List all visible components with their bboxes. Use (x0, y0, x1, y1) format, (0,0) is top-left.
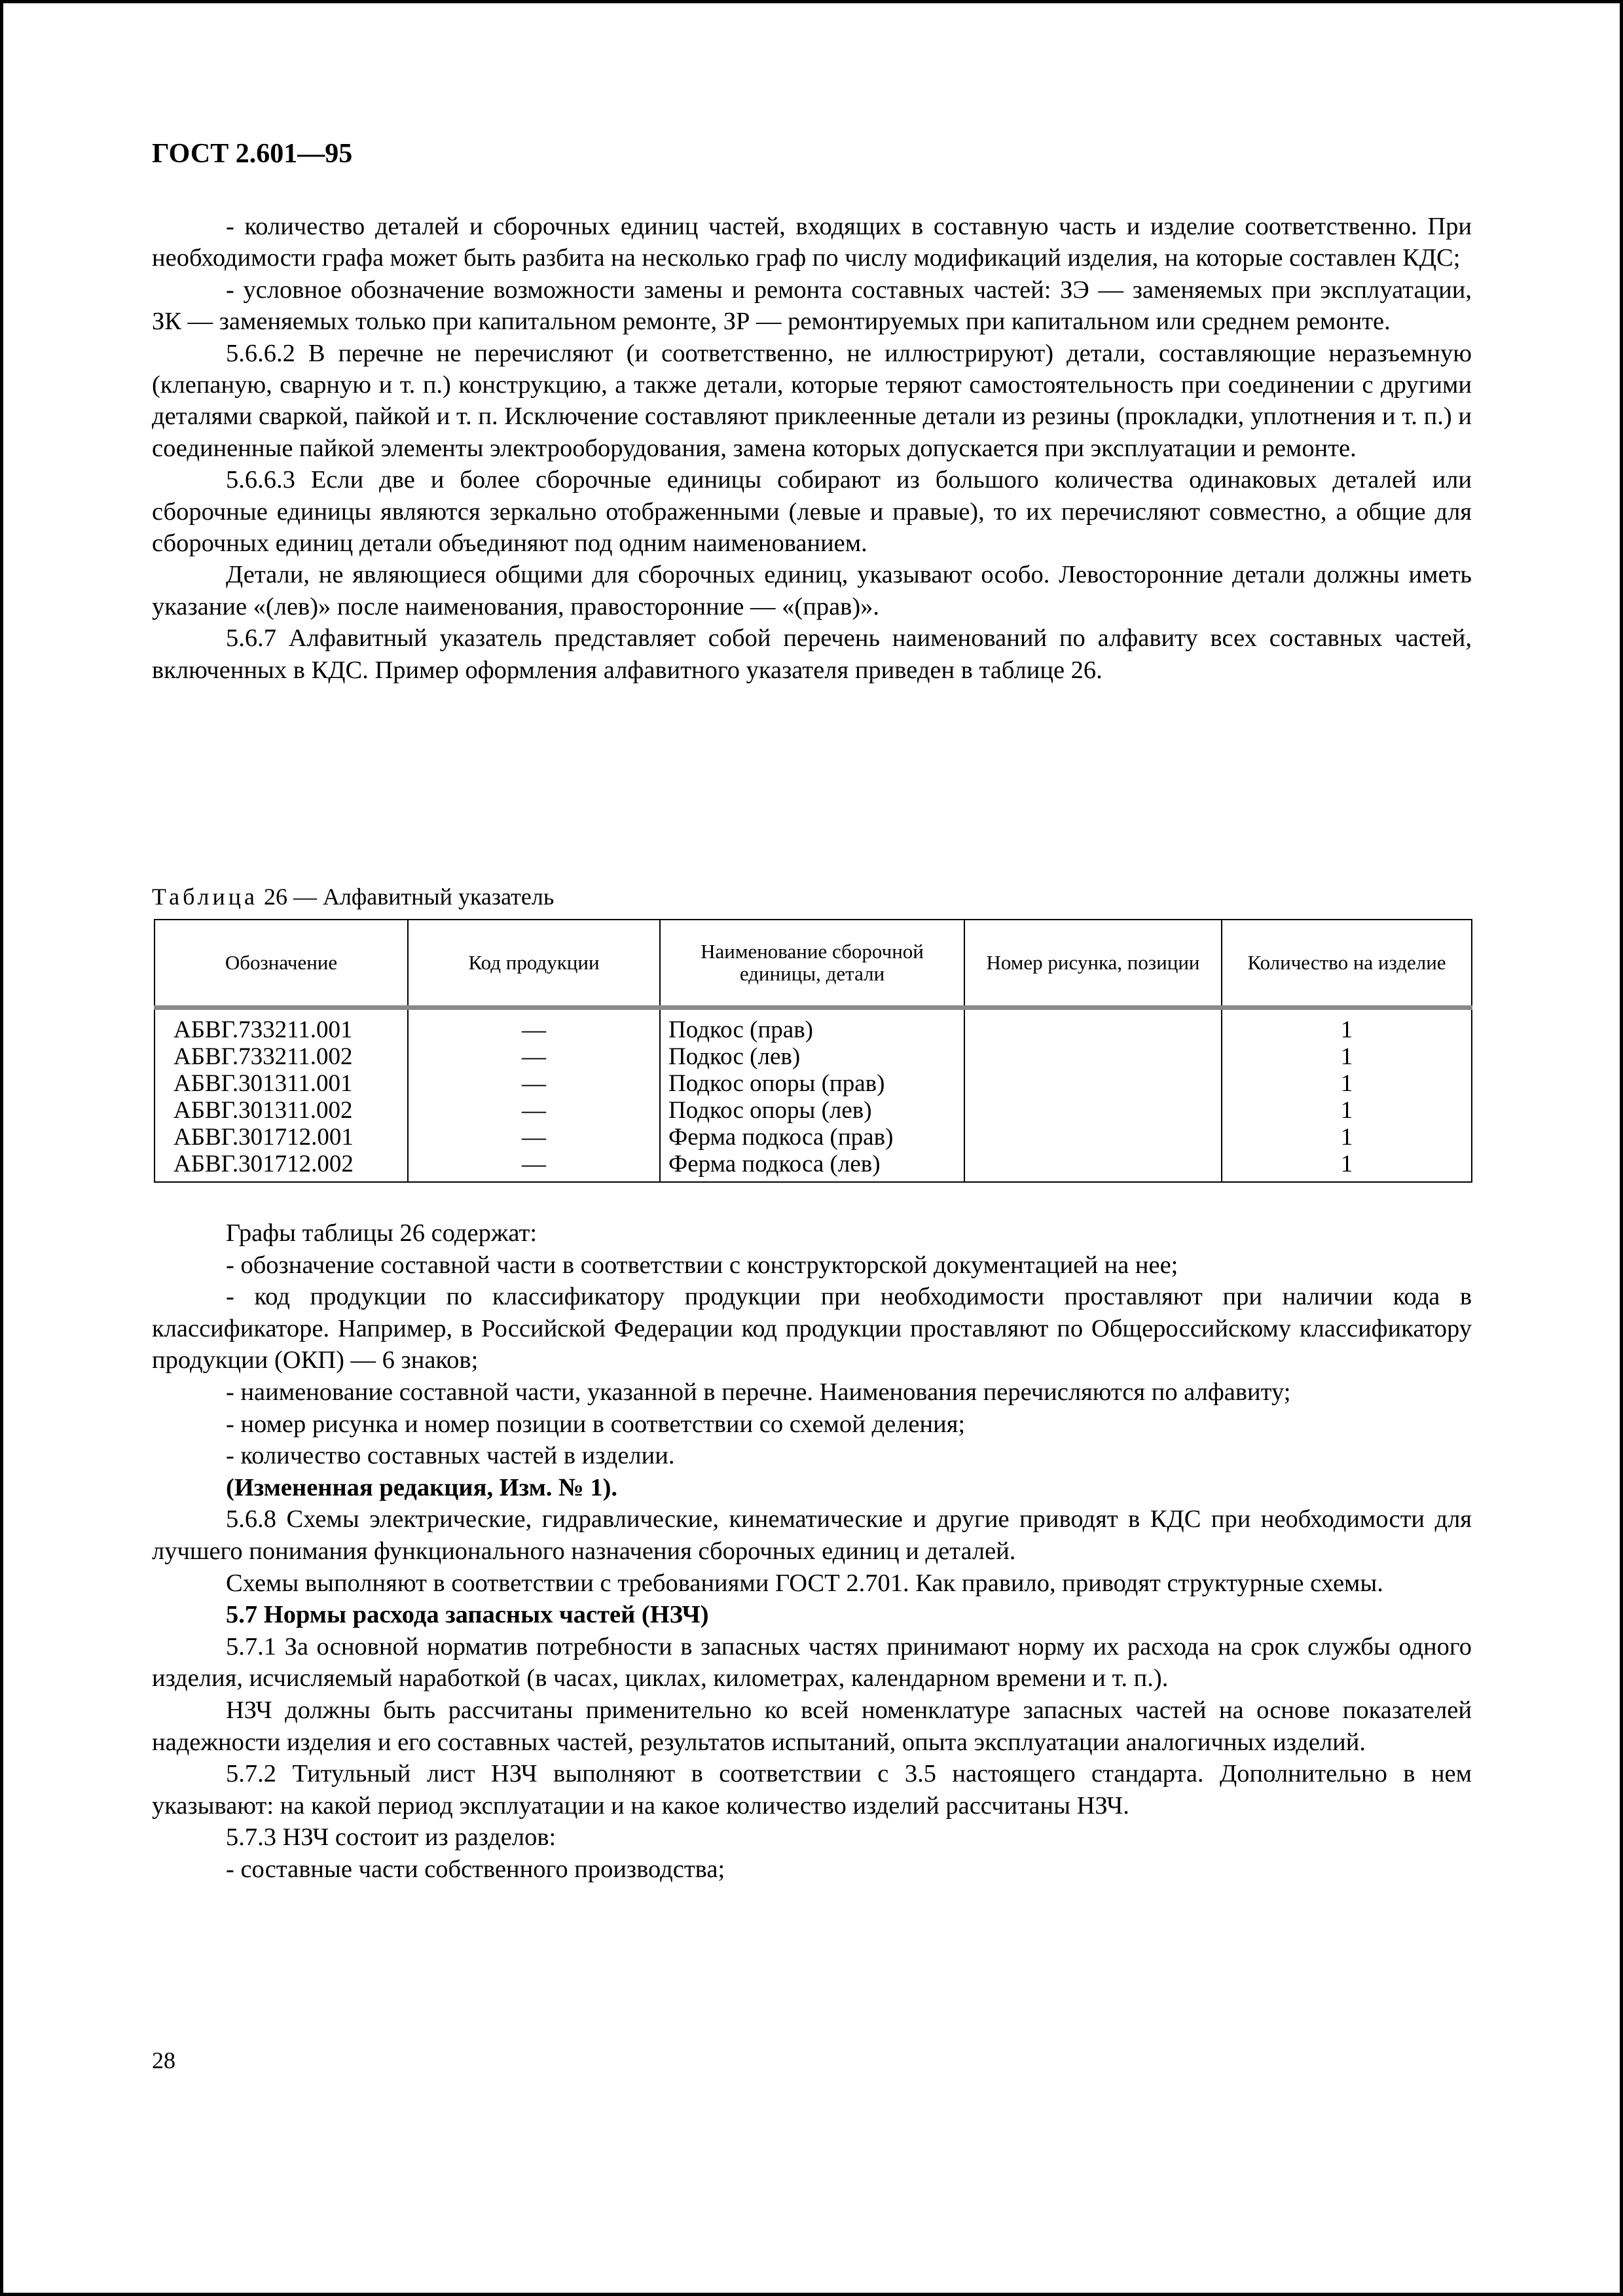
paragraph: - наименование составной части, указанной в перечне. Наименования перечисляются по алфавиту; (226, 1378, 1291, 1406)
cell-name: Подкос (прав) (660, 1008, 964, 1044)
paragraph: - номер рисунка и номер позиции в соответствии со схемой деления; (226, 1410, 966, 1438)
cell-figure-position (964, 1151, 1222, 1182)
cell-designation: АБВГ.733211.001 (155, 1008, 408, 1044)
paragraph: - составные части собственного производства; (226, 1855, 725, 1883)
paragraph: НЗЧ должны быть рассчитаны применительно ко всей номенклатуре запасных частей на основе показателей надежности изделия и его составных частей, результатов испытаний, опыта эксплуатации аналогичных изделий. (152, 1696, 1472, 1756)
section-heading: 5.7 Нормы расхода запасных частей (НЗЧ) (226, 1601, 709, 1629)
paragraph: Схемы выполняют в соответствии с требованиями ГОСТ 2.701. Как правило, приводят структурные схемы. (226, 1569, 1383, 1597)
amendment-note: (Измененная редакция, Изм. № 1). (226, 1473, 618, 1501)
cell-figure-position (964, 1070, 1222, 1097)
paragraph: - количество составных частей в изделии. (226, 1442, 675, 1470)
cell-quantity: 1 (1222, 1043, 1472, 1070)
table-row (155, 1151, 1472, 1182)
cell-quantity: 1 (1222, 1124, 1472, 1151)
paragraph: 5.6.6.2 В перечне не перечисляют (и соответственно, не иллюстрируют) детали, составляющие неразъемную (клепаную, сварную и т. п.) конструкцию, а также детали, которые теряют самостоятельность при соединении с другими деталями сваркой, пайкой и т. п. Исключение составляют приклеенные детали из резины (прокладки, уплотнения и т. п.) и соединенные пайкой элементы электрооборудования, замена которых допускается при эксплуатации и ремонте. (152, 339, 1472, 462)
column-header-product-code: Код продукции (408, 920, 660, 1008)
cell-product-code: — (408, 1124, 660, 1151)
column-header-name: Наименование сборочной единицы, детали (660, 920, 964, 1008)
paragraph: 5.7.3 НЗЧ состоит из разделов: (226, 1823, 556, 1852)
column-header-designation: Обозначение (155, 920, 408, 1008)
table-row (155, 1043, 1472, 1070)
cell-product-code: — (408, 1151, 660, 1182)
cell-figure-position (964, 1008, 1222, 1044)
table-row (155, 1070, 1472, 1097)
paragraph: 5.6.8 Схемы электрические, гидравлические, кинематические и другие приводят в КДС при необходимости для лучшего понимания функционального назначения сборочных единиц и деталей. (152, 1505, 1472, 1565)
cell-name: Ферма подкоса (прав) (660, 1124, 964, 1151)
paragraph: 5.7.2 Титульный лист НЗЧ выполняют в соответствии с 3.5 настоящего стандарта. Дополнительно в нем указывают: на какой период эксплуатации и на какое количество изделий рассчитаны НЗЧ. (152, 1760, 1472, 1820)
paragraph: - обозначение составной части в соответствии с конструкторской документацией на нее; (226, 1251, 1178, 1279)
cell-designation: АБВГ.301311.001 (155, 1070, 408, 1097)
after-table-text-block (152, 1217, 1472, 1885)
table-row (155, 1124, 1472, 1151)
cell-quantity: 1 (1222, 1097, 1472, 1124)
paragraph: Графы таблицы 26 содержат: (226, 1219, 538, 1247)
table-caption (152, 882, 554, 911)
cell-quantity: 1 (1222, 1070, 1472, 1097)
table-row (155, 1097, 1472, 1124)
cell-figure-position (964, 1043, 1222, 1070)
table-caption-label: Таблица (152, 884, 258, 910)
alphabetical-index-table (154, 919, 1472, 1183)
cell-designation: АБВГ.733211.002 (155, 1043, 408, 1070)
paragraph: 5.6.6.3 Если две и более сборочные единицы собирают из большого количества одинаковых деталей или сборочные единицы являются зеркально отображенными (левые и правые), то их перечисляют совместно, а общие для сборочных единиц детали объединяют под одним наименованием. (152, 466, 1472, 558)
paragraph: Детали, не являющиеся общими для сборочных единиц, указывают особо. Левосторонние детали должны иметь указание «(лев)» после наименования, правосторонние — «(прав)». (152, 561, 1472, 620)
cell-name: Ферма подкоса (лев) (660, 1151, 964, 1182)
cell-figure-position (964, 1124, 1222, 1151)
cell-quantity: 1 (1222, 1008, 1472, 1044)
table-row (155, 1008, 1472, 1044)
cell-name: Подкос опоры (прав) (660, 1070, 964, 1097)
cell-designation: АБВГ.301712.002 (155, 1151, 408, 1182)
table-header-row (155, 920, 1472, 1008)
paragraph: - код продукции по классификатору продукции при необходимости проставляют при наличии кода в классификаторе. Например, в Российской Федерации код продукции проставляют по Общероссийскому классификатору продукции (ОКП) — 6 знаков; (152, 1283, 1472, 1374)
cell-product-code: — (408, 1070, 660, 1097)
cell-name: Подкос (лев) (660, 1043, 964, 1070)
paragraph: 5.7.1 За основной норматив потребности в запасных частях принимают норму их расхода на срок службы одного изделия, исчисляемый наработкой (в часах, циклах, километрах, календарном времени и т. п.). (152, 1632, 1472, 1693)
paragraph: - количество деталей и сборочных единиц частей, входящих в составную часть и изделие соответственно. При необходимости графа может быть разбита на несколько граф по числу модификаций изделия, на которые составлен КДС; (152, 213, 1472, 272)
cell-quantity: 1 (1222, 1151, 1472, 1182)
cell-product-code: — (408, 1043, 660, 1070)
page-number: 28 (152, 2047, 175, 2073)
column-header-figure-position: Номер рисунка, позиции (964, 920, 1222, 1008)
cell-product-code: — (408, 1008, 660, 1044)
column-header-quantity: Количество на изделие (1222, 920, 1472, 1008)
table-caption-title: 26 — Алфавитный указатель (257, 884, 555, 910)
cell-figure-position (964, 1097, 1222, 1124)
intro-text-block (152, 211, 1472, 686)
cell-designation: АБВГ.301712.001 (155, 1124, 408, 1151)
cell-designation: АБВГ.301311.002 (155, 1097, 408, 1124)
cell-name: Подкос опоры (лев) (660, 1097, 964, 1124)
document-code-header: ГОСТ 2.601—95 (152, 139, 353, 169)
paragraph: - условное обозначение возможности замены и ремонта составных частей: ЗЭ — заменяемых при эксплуатации, ЗК — заменяемых только при капитальном ремонте, ЗР — ремонтируемых при капитальном или среднем ремонте. (152, 276, 1472, 336)
paragraph: 5.6.7 Алфавитный указатель представляет собой перечень наименований по алфавиту всех составных частей, включенных в КДС. Пример оформления алфавитного указателя приведен в таблице 26. (152, 624, 1472, 684)
cell-product-code: — (408, 1097, 660, 1124)
